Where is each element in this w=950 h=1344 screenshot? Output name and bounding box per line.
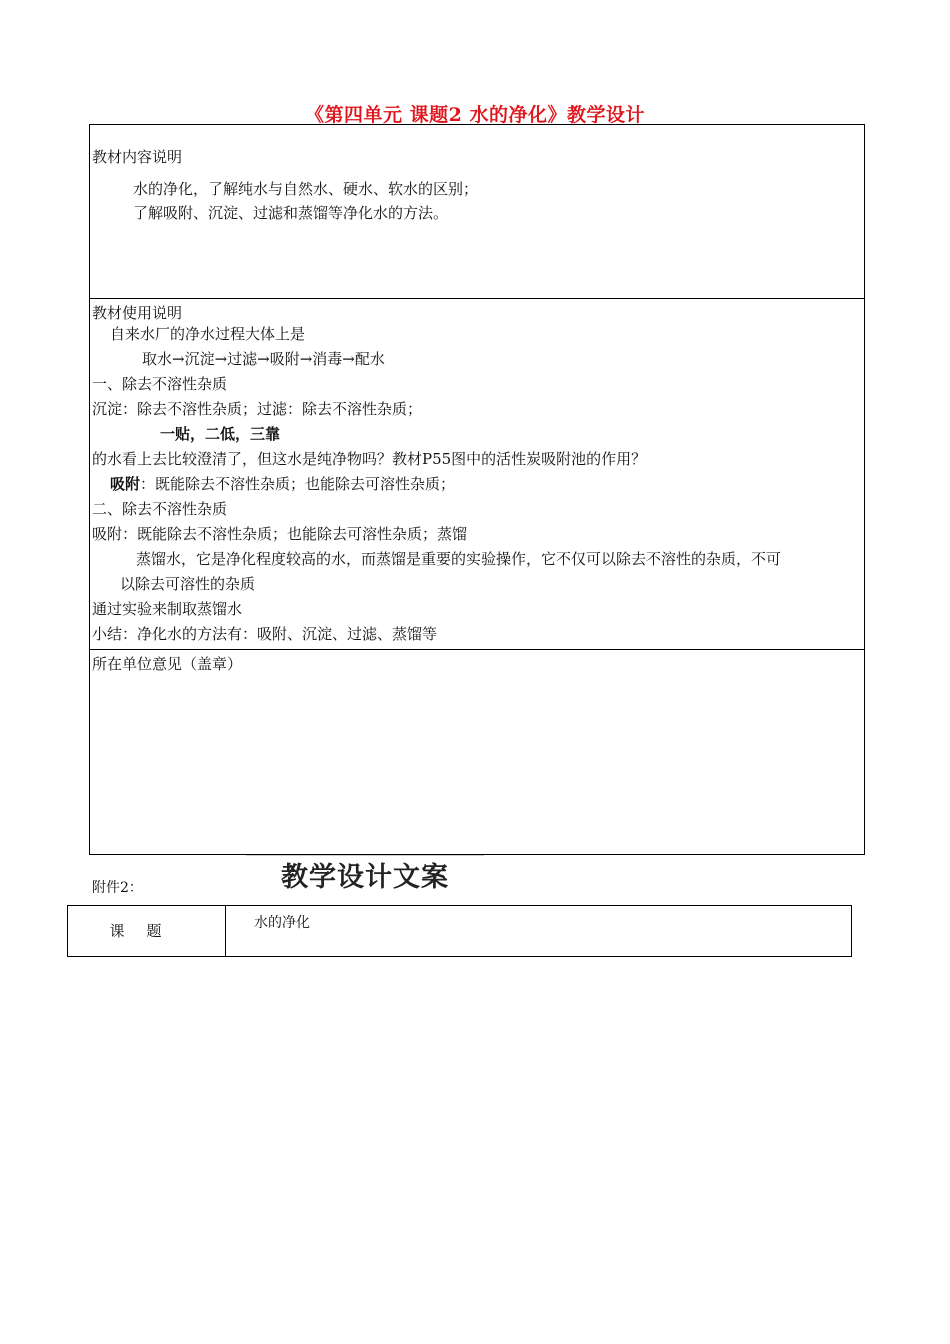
text-line: 通过实验来制取蒸馏水 xyxy=(92,600,243,618)
section-heading: 教材内容说明 xyxy=(92,148,183,166)
section-unit-opinion xyxy=(89,649,865,855)
section-content-description xyxy=(89,124,865,299)
text-line: 了解吸附、沉淀、过滤和蒸馏等净化水的方法。 xyxy=(133,204,449,222)
text-line: 吸附：既能除去不溶性杂质；也能除去可溶性杂质；蒸馏 xyxy=(92,525,468,543)
text-line-bold: 一贴，二低，三靠 xyxy=(160,425,281,443)
label-colon: ： xyxy=(140,475,156,493)
text-line: 沉淀：除去不溶性杂质；过滤：除去不溶性杂质； xyxy=(92,400,423,418)
text-line: 蒸馏水，它是净化程度较高的水，而蒸馏是重要的实验操作，它不仅可以除去不溶性的杂质，不可 xyxy=(136,550,782,568)
text-line: 以除去可溶性的杂质 xyxy=(120,575,256,593)
text-line: 的水看上去比较澄清了，但这水是纯净物吗？教材P55图中的活性炭吸附池的作用？ xyxy=(92,450,647,468)
banner-title: 教学设计文案 xyxy=(246,855,484,896)
text-line: 自来水厂的净水过程大体上是 xyxy=(110,325,306,343)
table-divider xyxy=(225,906,226,956)
bold-label: 吸附 xyxy=(110,475,141,493)
text-fragment: 既能除去不溶性杂质；也能除去可溶性杂质； xyxy=(155,475,456,493)
text-line: 水的净化，了解纯水与自然水、硬水、软水的区别； xyxy=(133,180,479,198)
text-line: 取水→沉淀→过滤→吸附→消毒→配水 xyxy=(142,350,385,368)
section-heading: 所在单位意见（盖章） xyxy=(92,655,243,673)
topic-table xyxy=(67,905,852,957)
text-line: 一、除去不溶性杂质 xyxy=(92,375,228,393)
document-title: 《第四单元 课题2 水的净化》教学设计 xyxy=(305,104,645,126)
text-line: 二、除去不溶性杂质 xyxy=(92,500,228,518)
section-heading: 教材使用说明 xyxy=(92,304,183,322)
section-usage-description xyxy=(89,298,865,650)
text-line: 小结：净化水的方法有：吸附、沉淀、过滤、蒸馏等 xyxy=(92,625,438,643)
text-line xyxy=(110,474,455,494)
topic-value: 水的净化 xyxy=(254,915,310,931)
attachment-label: 附件2： xyxy=(92,880,143,896)
topic-label: 课题 xyxy=(109,922,184,940)
